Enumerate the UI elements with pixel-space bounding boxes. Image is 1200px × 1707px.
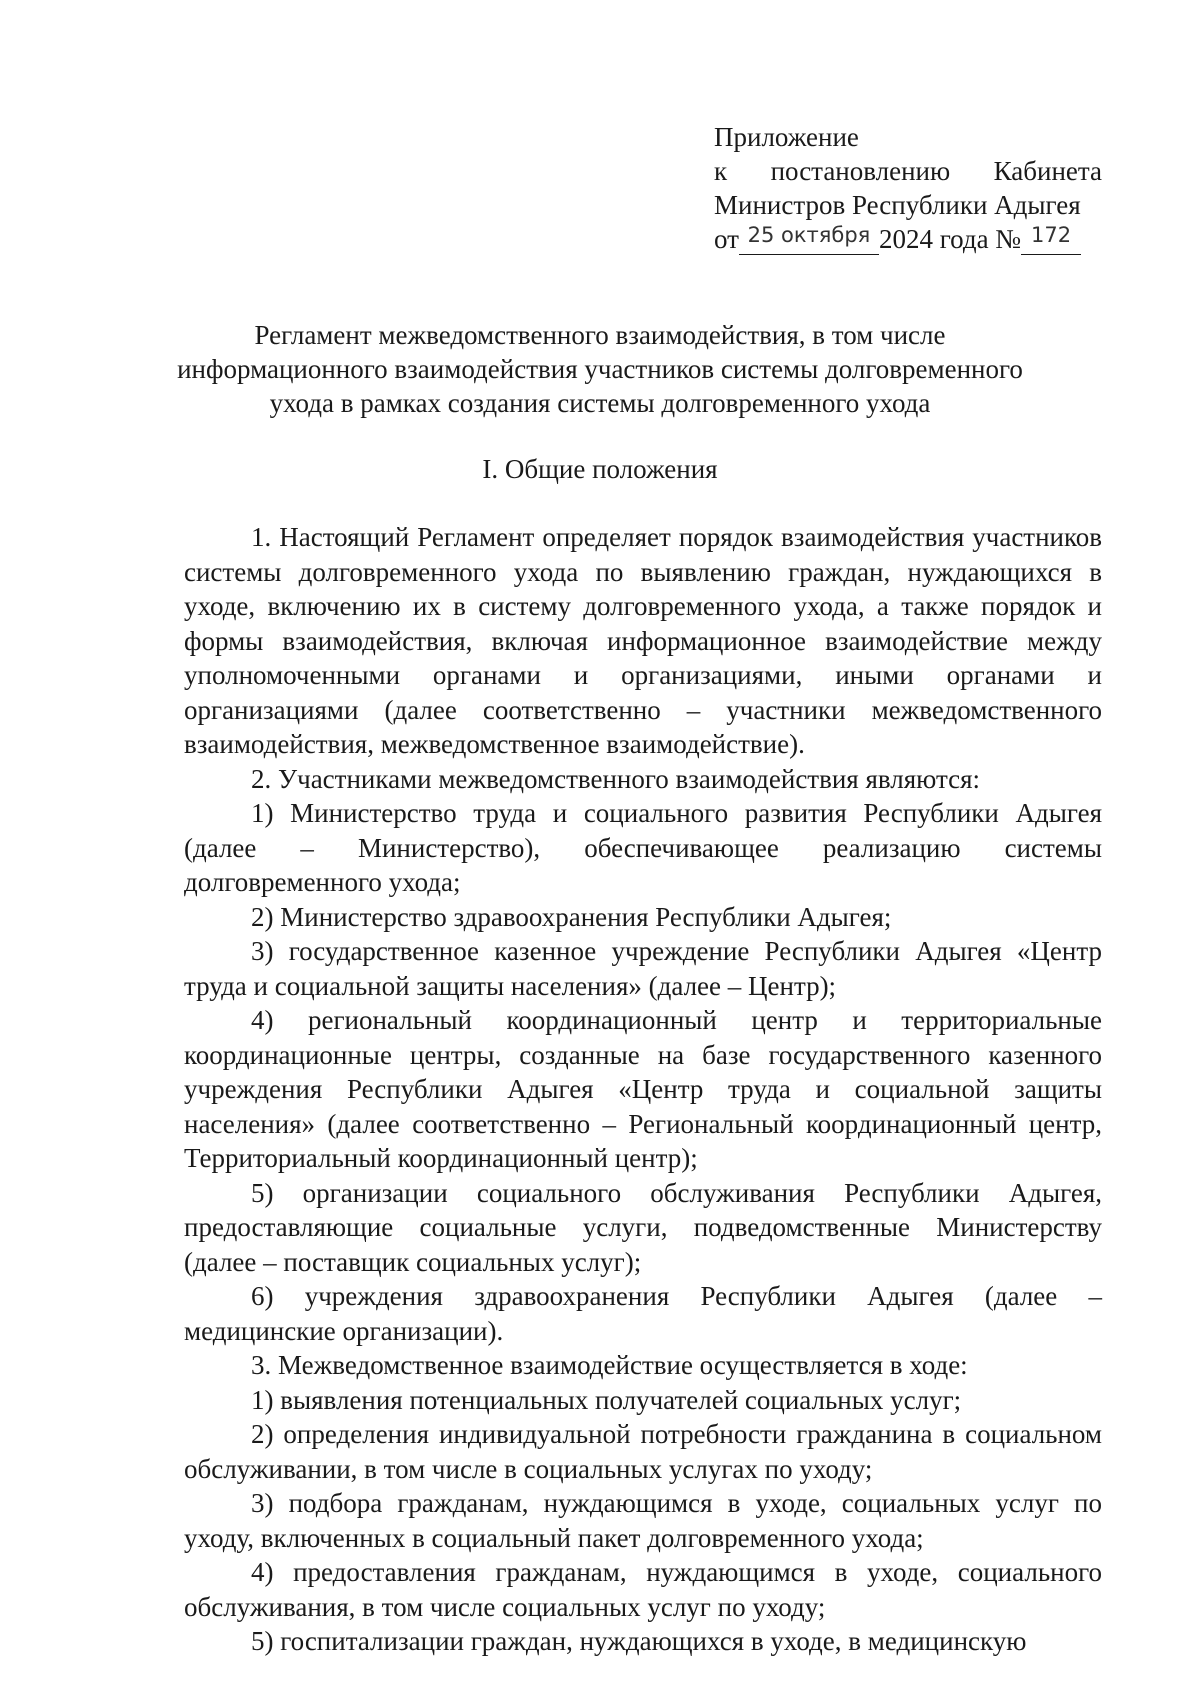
paragraph-3: 3. Межведомственное взаимодействие осуществляется в ходе: bbox=[251, 1350, 968, 1380]
handwritten-number: 172 bbox=[1031, 223, 1072, 247]
number-blank bbox=[1021, 223, 1081, 255]
appendix-block bbox=[714, 120, 1102, 256]
paragraph-3-item-5: 5) госпитализации граждан, нуждающихся в уходе, в медицинскую bbox=[251, 1626, 1027, 1656]
appendix-resolution-line: к постановлению Кабинета bbox=[714, 156, 1102, 186]
paragraph-3-item-4: 4) предоставления гражданам, нуждающимся в уходе, социального обслуживания, в том числе социальных услуг по уходу; bbox=[184, 1557, 1102, 1622]
paragraph-2: 2. Участниками межведомственного взаимодействия являются: bbox=[251, 763, 981, 794]
document-title bbox=[150, 318, 1050, 420]
title-line-2: информационного взаимодействия участников системы долговременного bbox=[177, 354, 1023, 384]
paragraph-1: 1. Настоящий Регламент определяет порядок взаимодействия участников системы долговременного ухода по выявлению граждан, нуждающихся в уходе, включению их в систему долговременного ухода, а также порядок и формы взаимодействия, включая информационное взаимодействие между уполномоченными органами и организациями, иными органами и организациями (далее соответственно – участники межведомственного взаимодействия, межведомственное взаимодействие). bbox=[184, 522, 1102, 759]
paragraph-2-item-4: 4) региональный координационный центр и территориальные координационные центры, созданные на базе государственного казенного учреждения Республики Адыгея «Центр труда и социальной защиты населения» (далее соответственно – Региональный координационный центр, Территориальный координационный центр); bbox=[184, 1005, 1102, 1173]
appendix-cabinet-line: Министров Республики Адыгея bbox=[714, 190, 1081, 220]
appendix-date-line bbox=[714, 222, 1102, 256]
title-line-3: ухода в рамках создания системы долговременного ухода bbox=[269, 388, 931, 418]
appendix-label: Приложение bbox=[714, 122, 859, 152]
paragraph-2-item-1: 1) Министерство труда и социального развития Республики Адыгея (далее – Министерство), обеспечивающее реализацию системы долговременного ухода; bbox=[184, 798, 1102, 897]
section-heading: I. Общие положения bbox=[482, 454, 718, 484]
paragraph-3-item-1: 1) выявления потенциальных получателей социальных услуг; bbox=[251, 1384, 962, 1415]
paragraph-2-item-2: 2) Министерство здравоохранения Республики Адыгея; bbox=[251, 901, 892, 932]
paragraph-2-item-3: 3) государственное казенное учреждение Республики Адыгея «Центр труда и социальной защиты населения» (далее – Центр); bbox=[184, 936, 1102, 1001]
date-blank bbox=[739, 223, 879, 255]
paragraph-3-item-3: 3) подбора гражданам, нуждающимся в уходе, социальных услуг по уходу, включенных в социальный пакет долговременного ухода; bbox=[184, 1488, 1102, 1553]
paragraph-2-item-6: 6) учреждения здравоохранения Республики Адыгея (далее – медицинские организации). bbox=[184, 1281, 1102, 1346]
paragraph-3-item-2: 2) определения индивидуальной потребности гражданина в социальном обслуживании, в том числе в социальных услугах по уходу; bbox=[184, 1419, 1102, 1484]
appendix-year-text: 2024 года № bbox=[878, 224, 1022, 254]
appendix-from-prefix: от bbox=[714, 224, 739, 254]
body-text bbox=[184, 520, 1102, 1659]
handwritten-date: 25 октября bbox=[747, 223, 871, 247]
paragraph-2-item-5: 5) организации социального обслуживания Республики Адыгея, предоставляющие социальные услуги, подведомственные Министерству (далее – поставщик социальных услуг); bbox=[184, 1177, 1102, 1277]
title-line-1: Регламент межведомственного взаимодействия, в том числе bbox=[254, 320, 946, 350]
